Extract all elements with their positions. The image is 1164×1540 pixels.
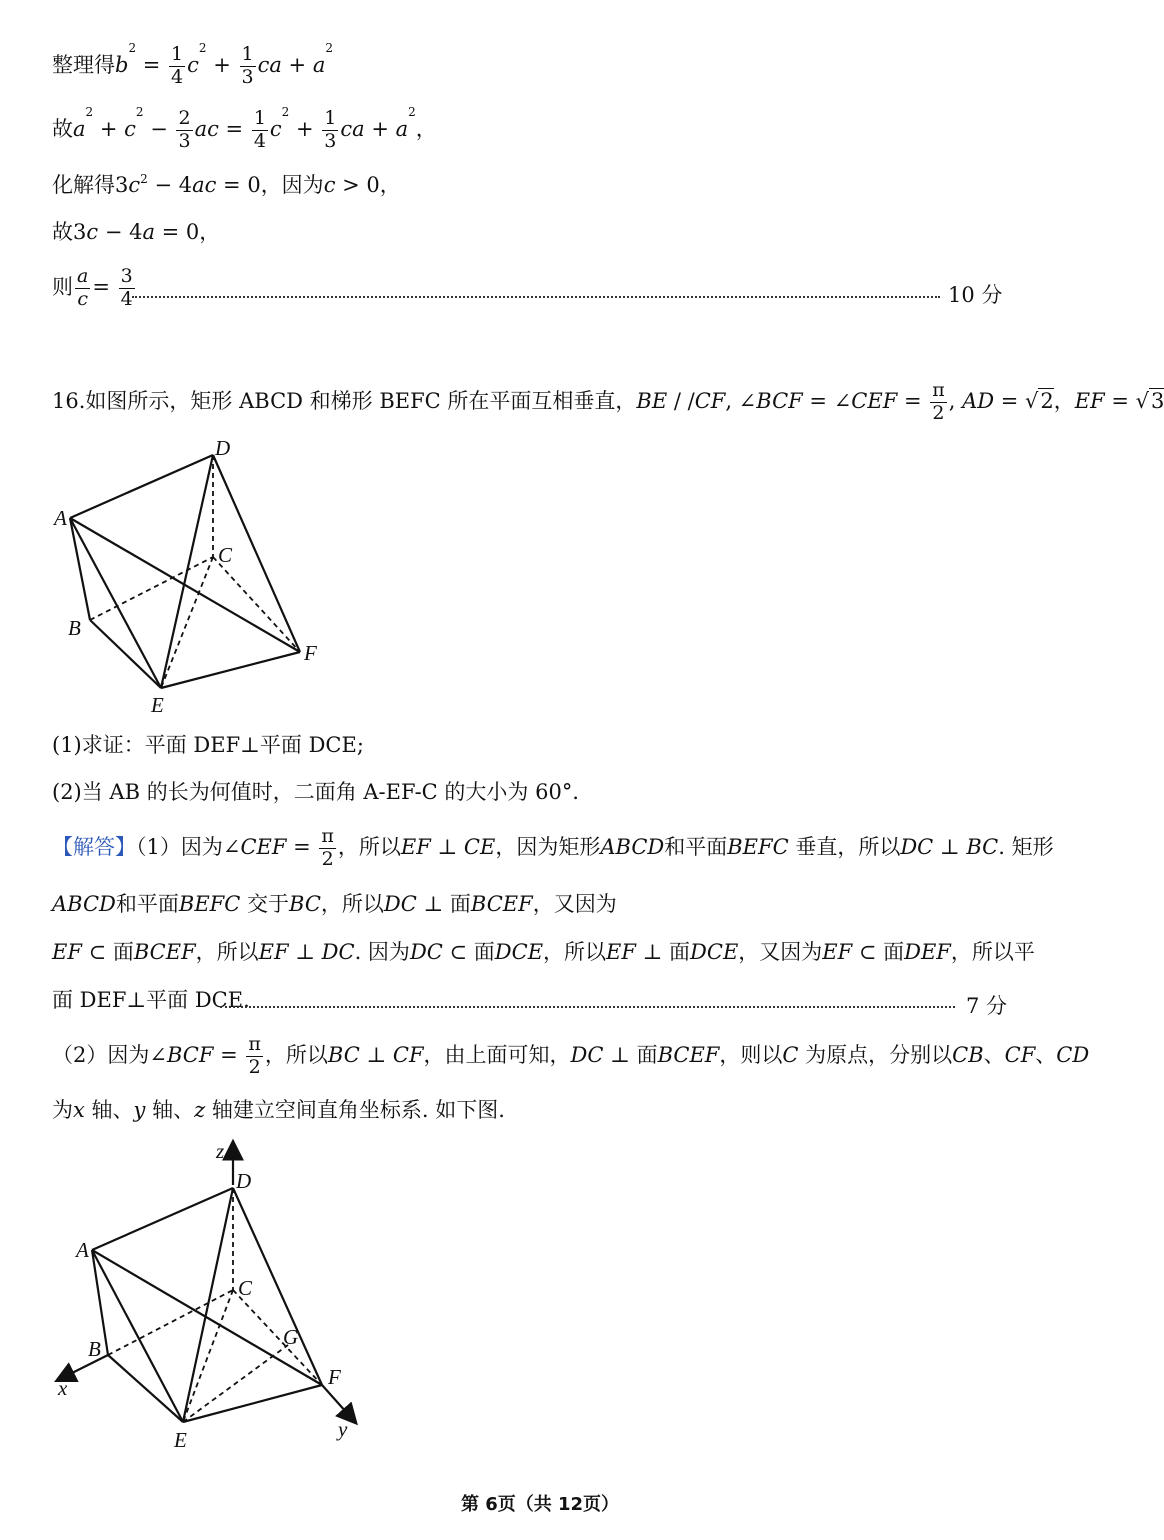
answer-line-2: ABCD和平面BEFC 交于BC，所以DC ⊥ 面BCEF，又因为 — [52, 892, 617, 916]
label-C: C — [218, 543, 233, 567]
label-D: D — [215, 436, 231, 460]
prev-line-3: 化解得$3c^2 - 4ac = 0$，因为c > 0， — [52, 172, 401, 197]
problem-stem: 16.如图所示，矩形 ABCD 和梯形 BEFC 所在平面互相垂直，BE / /CF, ∠BCF = ∠CEF = $\frac{\pi}{2}$ , AD = √2，EF = √3 — [52, 379, 1164, 424]
edge-DE — [161, 455, 213, 688]
label2-E: E — [174, 1428, 187, 1452]
figure-2-diagram — [45, 1135, 375, 1455]
figure-1-diagram — [50, 430, 340, 720]
edge2-DE — [183, 1188, 233, 1422]
score-10: 10 分 — [948, 283, 1003, 307]
prev-line-5: 则 $\frac{a}{c}$ = $\frac{3}{4}$ — [52, 265, 133, 310]
label2-A: A — [76, 1238, 89, 1262]
page-footer: 第 6页（共 12页） — [460, 1494, 620, 1515]
label2-G: G — [283, 1325, 299, 1349]
answer-line-4: 面 DEF⊥平面 DCE. — [52, 988, 250, 1012]
prev-line-4: 故3c − 4a = 0， — [52, 220, 221, 244]
answer-line-1: 【解答】（1）因为∠CEF = $\frac{\pi}{2}$ ，所以EF ⊥ CE，因为矩形ABCD和平面BEFC 垂直，所以DC ⊥ BC. 矩形 — [52, 825, 1054, 870]
edge-BE — [90, 620, 161, 688]
edge2-EG — [183, 1345, 288, 1422]
answer-tag: 【解答】 — [52, 834, 136, 859]
label2-y: y — [338, 1417, 348, 1441]
edge2-EF — [183, 1385, 322, 1422]
label-E: E — [151, 693, 164, 717]
edge-AD — [70, 455, 213, 518]
edge-AB — [70, 518, 90, 620]
edge2-CF — [233, 1290, 322, 1385]
edge2-BE — [108, 1355, 183, 1422]
label2-z: z — [216, 1139, 225, 1163]
prev-line-1: 整理得$b^2$ = $\frac{1}{4}$ $c^2$ + $\frac{1}{3}$ ca + $a^2$ — [52, 41, 333, 88]
edge-CF — [213, 557, 300, 652]
answer-line-3: EF ⊂ 面BCEF，所以EF ⊥ DC. 因为DC ⊂ 面DCE，所以EF ⊥ 面DCE，又因为EF ⊂ 面DEF，所以平 — [52, 940, 1035, 964]
label2-x: x — [58, 1376, 68, 1400]
label-F: F — [304, 641, 317, 665]
label-B: B — [68, 616, 81, 640]
edge-AF — [70, 518, 300, 652]
label-A: A — [54, 506, 67, 530]
prev-line-2: 故$a^2 + c^2$ − $\frac{2}{3}$ ac = $\frac{1}{4}$ $c^2$ + $\frac{1}{3}$ ca + $a^2$， — [52, 105, 437, 152]
score-leader-2 — [220, 1006, 955, 1008]
score-leader-1 — [132, 296, 940, 298]
edge2-AD — [92, 1188, 233, 1250]
question-2: (2)当 AB 的长为何值时，二面角 A-EF-C 的大小为 60°． — [52, 780, 594, 804]
label2-D: D — [236, 1169, 252, 1193]
label2-B: B — [88, 1337, 101, 1361]
label2-C: C — [238, 1276, 253, 1300]
score-7: 7 分 — [966, 994, 1008, 1018]
edge-EF — [161, 652, 300, 688]
answer-line-6: 为x 轴、y 轴、z 轴建立空间直角坐标系. 如下图. — [52, 1098, 505, 1122]
answer-line-5: （2）因为∠BCF = $\frac{\pi}{2}$ ，所以BC ⊥ CF，由上面可知，DC ⊥ 面BCEF，则以C 为原点，分别以CB、CF、CD — [52, 1033, 1090, 1078]
question-1: (1)求证：平面 DEF⊥平面 DCE; — [52, 733, 364, 757]
label2-F: F — [328, 1365, 341, 1389]
